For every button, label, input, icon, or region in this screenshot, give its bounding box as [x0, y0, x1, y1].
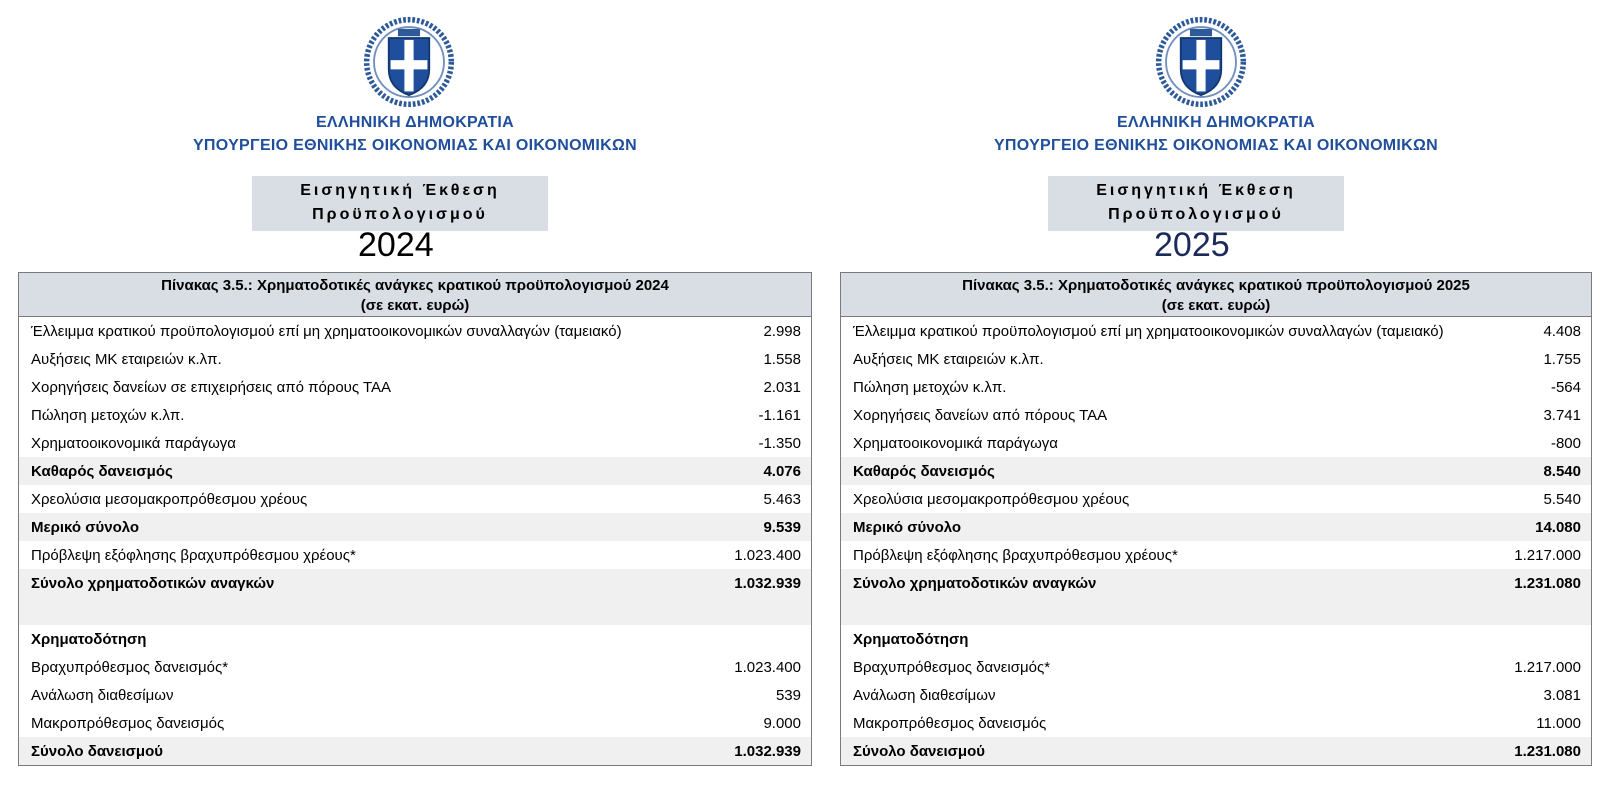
- row-value: -564: [1550, 378, 1581, 396]
- table-row: [19, 401, 811, 429]
- row-value: 11.000: [1536, 714, 1581, 732]
- financing-needs-table: [840, 272, 1592, 766]
- row-label: Βραχυπρόθεσμος δανεισμός*: [853, 658, 1051, 676]
- row-label: Σύνολο δανεισμού: [31, 742, 164, 760]
- table-row: [841, 429, 1591, 457]
- table-row: [19, 709, 811, 737]
- row-value: 539: [775, 686, 801, 704]
- row-value: 5.540: [1543, 490, 1581, 508]
- row-value: 2.031: [763, 378, 801, 396]
- row-label: Καθαρός δανεισμός: [31, 462, 173, 480]
- table-row: [841, 345, 1591, 373]
- row-value: -1.350: [758, 434, 801, 452]
- row-label: Σύνολο χρηματοδοτικών αναγκών: [853, 574, 1097, 592]
- table-section-heading: [19, 625, 811, 653]
- row-value: 4.408: [1543, 322, 1581, 340]
- row-label: Χρηματοοικονομικά παράγωγα: [31, 434, 236, 452]
- row-label: Ανάλωση διαθεσίμων: [853, 686, 996, 704]
- report-title-box: [1048, 176, 1344, 231]
- table-row: [19, 653, 811, 681]
- table-title: Πίνακας 3.5.: Χρηματοδοτικές ανάγκες κρατικού προϋπολογισμού 2024: [161, 277, 669, 294]
- table-row: [841, 541, 1591, 569]
- table-row-subtotal: [19, 513, 811, 541]
- row-value: 1.023.400: [734, 658, 801, 676]
- row-label: Μερικό σύνολο: [853, 518, 962, 536]
- table-row: [19, 429, 811, 457]
- table-row-subtotal: [841, 457, 1591, 485]
- table-row: [19, 317, 811, 345]
- row-label: Χρηματοδότηση: [853, 630, 969, 648]
- table-row: [841, 709, 1591, 737]
- table-row: [19, 345, 811, 373]
- table-row: [19, 373, 811, 401]
- table-unit: (σε εκατ. ευρώ): [1161, 297, 1271, 314]
- row-value: 1.231.080: [1514, 742, 1581, 760]
- table-section-heading: [841, 625, 1591, 653]
- table-row-subtotal: [841, 513, 1591, 541]
- greek-coat-of-arms-icon: [1155, 16, 1247, 108]
- row-value: 3.081: [1543, 686, 1581, 704]
- country-name: ΕΛΛΗΝΙΚΗ ΔΗΜΟΚΡΑΤΙΑ: [1116, 114, 1316, 131]
- country-name: ΕΛΛΗΝΙΚΗ ΔΗΜΟΚΡΑΤΙΑ: [315, 114, 515, 131]
- financing-needs-table: [18, 272, 812, 766]
- table-row-total: [841, 569, 1591, 597]
- row-value: 1.558: [763, 350, 801, 368]
- row-value: 1.032.939: [734, 574, 801, 592]
- table-row: [841, 485, 1591, 513]
- row-value: -1.161: [758, 406, 801, 424]
- report-header: [18, 0, 812, 272]
- row-label: Πώληση μετοχών κ.λπ.: [31, 406, 185, 424]
- row-value: 1.217.000: [1514, 658, 1581, 676]
- row-label: Βραχυπρόθεσμος δανεισμός*: [31, 658, 229, 676]
- ministry-name: ΥΠΟΥΡΓΕΙΟ ΕΘΝΙΚΗΣ ΟΙΚΟΝΟΜΙΑΣ ΚΑΙ ΟΙΚΟΝΟΜΙΚΩΝ: [192, 137, 638, 154]
- row-value: 2.998: [763, 322, 801, 340]
- row-label: Πρόβλεψη εξόφλησης βραχυπρόθεσμου χρέους*: [853, 546, 1178, 564]
- row-label: Πώληση μετοχών κ.λπ.: [853, 378, 1007, 396]
- row-label: Μακροπρόθεσμος δανεισμός: [31, 714, 225, 732]
- table-row-subtotal: [19, 457, 811, 485]
- row-label: Καθαρός δανεισμός: [853, 462, 995, 480]
- table-row: [841, 681, 1591, 709]
- ministry-name: ΥΠΟΥΡΓΕΙΟ ΕΘΝΙΚΗΣ ΟΙΚΟΝΟΜΙΑΣ ΚΑΙ ΟΙΚΟΝΟΜΙΚΩΝ: [993, 137, 1439, 154]
- table-row: [19, 541, 811, 569]
- table-row: [841, 373, 1591, 401]
- row-label: Σύνολο χρηματοδοτικών αναγκών: [31, 574, 275, 592]
- report-title-line2: Προϋπολογισμού: [312, 206, 488, 223]
- report-title-line2: Προϋπολογισμού: [1108, 206, 1284, 223]
- row-label: Έλλειμμα κρατικού προϋπολογισμού επί μη χρηματοοικονομικών συναλλαγών (ταμειακό): [31, 322, 622, 340]
- row-label: Χορηγήσεις δανείων σε επιχειρήσεις από πόρους ΤΑΑ: [31, 378, 392, 396]
- table-row: [19, 681, 811, 709]
- row-value: 1.032.939: [734, 742, 801, 760]
- table-title: Πίνακας 3.5.: Χρηματοδοτικές ανάγκες κρατικού προϋπολογισμού 2025: [962, 277, 1470, 294]
- row-label: Σύνολο δανεισμού: [853, 742, 986, 760]
- row-label: Αυξήσεις ΜΚ εταιρειών κ.λπ.: [31, 350, 222, 368]
- table-header: [19, 273, 811, 317]
- row-label: Μερικό σύνολο: [31, 518, 140, 536]
- table-row: [841, 317, 1591, 345]
- row-value: 1.217.000: [1514, 546, 1581, 564]
- row-label: Χρηματοοικονομικά παράγωγα: [853, 434, 1058, 452]
- report-title-line1: Εισηγητική Έκθεση: [300, 182, 500, 199]
- row-label: Μακροπρόθεσμος δανεισμός: [853, 714, 1047, 732]
- row-value: 5.463: [763, 490, 801, 508]
- table-row: [841, 401, 1591, 429]
- row-label: Χορηγήσεις δανείων από πόρους ΤΑΑ: [853, 406, 1108, 424]
- row-value: 9.539: [763, 518, 801, 536]
- row-value: 9.000: [763, 714, 801, 732]
- row-label: Έλλειμμα κρατικού προϋπολογισμού επί μη χρηματοοικονομικών συναλλαγών (ταμειακό): [853, 322, 1444, 340]
- row-value: 1.231.080: [1514, 574, 1581, 592]
- row-label: Πρόβλεψη εξόφλησης βραχυπρόθεσμου χρέους*: [31, 546, 356, 564]
- row-value: 1.755: [1543, 350, 1581, 368]
- row-value: -800: [1550, 434, 1581, 452]
- table-row-total: [19, 737, 811, 765]
- row-label: Χρεολύσια μεσομακροπρόθεσμου χρέους: [853, 490, 1130, 508]
- report-year: 2025: [1154, 226, 1230, 264]
- greek-coat-of-arms-icon: [363, 16, 455, 108]
- table-unit: (σε εκατ. ευρώ): [360, 297, 470, 314]
- row-label: Χρεολύσια μεσομακροπρόθεσμου χρέους: [31, 490, 308, 508]
- report-title-line1: Εισηγητική Έκθεση: [1096, 182, 1296, 199]
- row-value: 4.076: [763, 462, 801, 480]
- report-panel-2025: [840, 0, 1592, 760]
- row-label: Αυξήσεις ΜΚ εταιρειών κ.λπ.: [853, 350, 1044, 368]
- report-panel-2024: [18, 0, 812, 760]
- table-row-spacer: [19, 597, 811, 625]
- row-value: 14.080: [1535, 518, 1581, 536]
- row-value: 1.023.400: [734, 546, 801, 564]
- table-header: [841, 273, 1591, 317]
- table-row: [19, 485, 811, 513]
- report-title-box: [252, 176, 548, 231]
- row-value: 8.540: [1543, 462, 1581, 480]
- table-row: [841, 653, 1591, 681]
- table-row-spacer: [841, 597, 1591, 625]
- report-header: [840, 0, 1592, 272]
- table-row-total: [841, 737, 1591, 765]
- row-label: Ανάλωση διαθεσίμων: [31, 686, 174, 704]
- row-label: Χρηματοδότηση: [31, 630, 147, 648]
- report-year: 2024: [358, 226, 434, 264]
- table-row-total: [19, 569, 811, 597]
- row-value: 3.741: [1543, 406, 1581, 424]
